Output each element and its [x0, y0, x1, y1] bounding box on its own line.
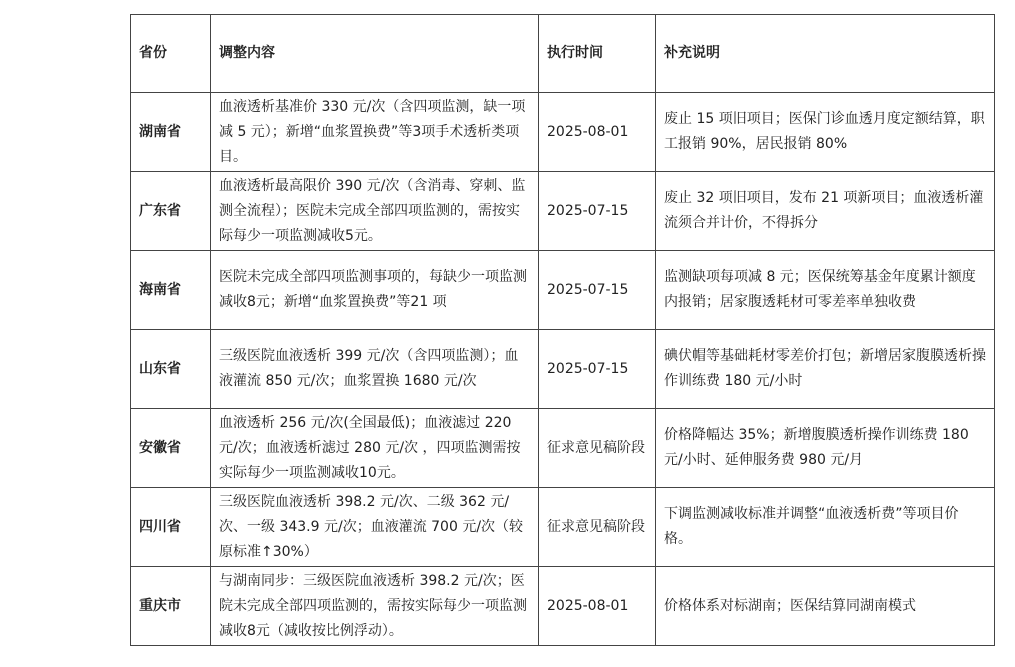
- policy-table: [130, 14, 995, 646]
- note-cell: 监测缺项每项减 8 元；医保统筹基金年度累计额度内报销；居家腹透耗材可零差率单独收费: [656, 251, 995, 330]
- province-cell: 广东省: [131, 172, 211, 251]
- province-cell: 湖南省: [131, 93, 211, 172]
- header-row: [131, 15, 995, 93]
- header-date: 执行时间: [539, 15, 656, 93]
- table-row: [131, 409, 995, 488]
- note-cell: 废止 15 项旧项目；医保门诊血透月度定额结算，职工报销 90%，居民报销 80%: [656, 93, 995, 172]
- content-cell: 三级医院血液透析 398.2 元/次、二级 362 元/次、一级 343.9 元/次；血液灌流 700 元/次（较原标准↑30%）: [211, 488, 539, 567]
- province-cell: 海南省: [131, 251, 211, 330]
- content-cell: 血液透析 256 元/次(全国最低)；血液滤过 220 元/次；血液透析滤过 280 元/次 ，四项监测需按实际每少一项监测减收10元。: [211, 409, 539, 488]
- date-cell: 征求意见稿阶段: [539, 409, 656, 488]
- province-cell: 重庆市: [131, 567, 211, 646]
- content-cell: 血液透析基准价 330 元/次（含四项监测，缺一项减 5 元）；新增“血浆置换费”等3项手术透析类项目。: [211, 93, 539, 172]
- note-cell: 下调监测减收标准并调整“血液透析费”等项目价格。: [656, 488, 995, 567]
- date-cell: 征求意见稿阶段: [539, 488, 656, 567]
- table-row: [131, 251, 995, 330]
- note-cell: 价格降幅达 35%；新增腹膜透析操作训练费 180 元/小时、延伸服务费 980 元/月: [656, 409, 995, 488]
- table-row: [131, 172, 995, 251]
- header-province: 省份: [131, 15, 211, 93]
- header-content: 调整内容: [211, 15, 539, 93]
- date-cell: 2025-08-01: [539, 93, 656, 172]
- date-cell: 2025-07-15: [539, 172, 656, 251]
- content-cell: 医院未完成全部四项监测事项的，每缺少一项监测减收8元；新增“血浆置换费”等21 项: [211, 251, 539, 330]
- province-cell: 安徽省: [131, 409, 211, 488]
- note-cell: 碘伏帽等基础耗材零差价打包；新增居家腹膜透析操作训练费 180 元/小时: [656, 330, 995, 409]
- province-cell: 四川省: [131, 488, 211, 567]
- header-note: 补充说明: [656, 15, 995, 93]
- note-cell: 废止 32 项旧项目，发布 21 项新项目；血液透析灌流须合并计价，不得拆分: [656, 172, 995, 251]
- province-cell: 山东省: [131, 330, 211, 409]
- date-cell: 2025-07-15: [539, 251, 656, 330]
- content-cell: 血液透析最高限价 390 元/次（含消毒、穿刺、监测全流程）；医院未完成全部四项监测的，需按实际每少一项监测减收5元。: [211, 172, 539, 251]
- table-row: [131, 330, 995, 409]
- date-cell: 2025-07-15: [539, 330, 656, 409]
- content-cell: 三级医院血液透析 399 元/次（含四项监测）；血液灌流 850 元/次；血浆置换 1680 元/次: [211, 330, 539, 409]
- table-row: [131, 93, 995, 172]
- date-cell: 2025-08-01: [539, 567, 656, 646]
- table-row: [131, 488, 995, 567]
- content-cell: 与湖南同步：三级医院血液透析 398.2 元/次；医院未完成全部四项监测的，需按实际每少一项监测减收8元（减收按比例浮动）。: [211, 567, 539, 646]
- table-row: [131, 567, 995, 646]
- note-cell: 价格体系对标湖南；医保结算同湖南模式: [656, 567, 995, 646]
